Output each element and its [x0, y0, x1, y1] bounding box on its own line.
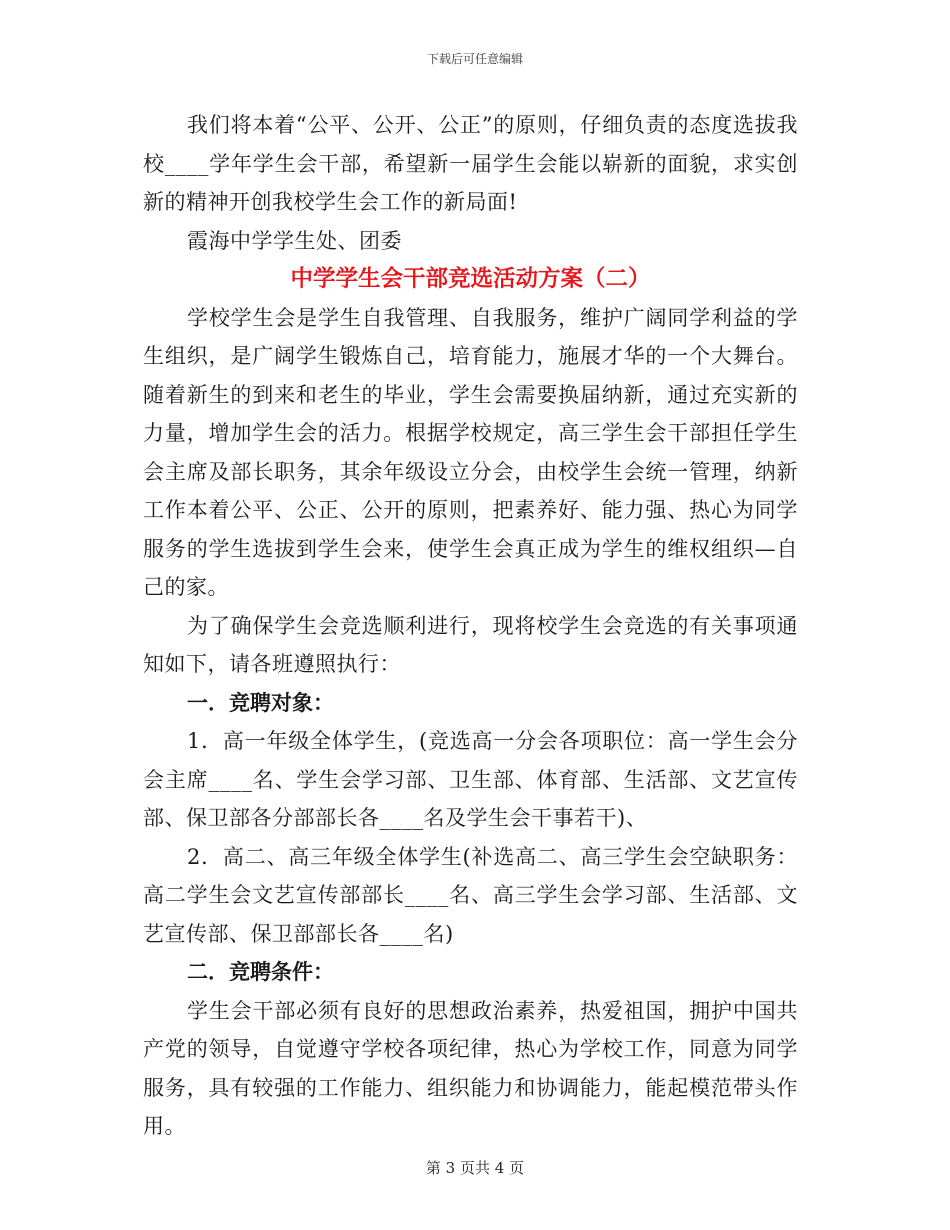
document-title: 中学学生会干部竞选活动方案（二）	[290, 266, 651, 292]
page-number-footer: 第 3 页共 4 页	[425, 1159, 525, 1177]
section-heading-conditions: 二．竞聘条件：	[187, 959, 334, 984]
candidates-item-1: 1．高一年级全体学生，(竞选高一分会各项职位：高一学生会分会主席____名、学生会学习部、卫生部、体育部、生活部、文艺宣传部、保卫部各分部部长各____名及学生会干事若干)、	[143, 729, 798, 830]
signature-line: 霞海中学学生处、团委	[187, 228, 402, 253]
document-body	[143, 106, 798, 1146]
page-header-note: 下载后可任意编辑	[426, 52, 523, 66]
conditions-paragraph: 学生会干部必须有良好的思想政治素养，热爱祖国，拥护中国共产党的领导，自觉遵守学校各项纪律，热心为学校工作，同意为同学服务，具有较强的工作能力、组织能力和协调能力，能起模范带头作用。	[143, 998, 798, 1138]
candidates-item-2: 2．高二、高三年级全体学生(补选高二、高三学生会空缺职务：高二学生会文艺宣传部部长____名、高三学生会学习部、生活部、文艺宣传部、保卫部部长各____名)	[143, 844, 798, 946]
notice-paragraph: 为了确保学生会竞选顺利进行，现将校学生会竞选的有关事项通知如下，请各班遵照执行：	[143, 613, 798, 676]
intro-paragraph: 我们将本着“公平、公开、公正”的原则，仔细负责的态度选拔我校____学年学生会干部，希望新一届学生会能以崭新的面貌，求实创新的精神开创我校学生会工作的新局面!	[143, 113, 798, 214]
background-paragraph: 学校学生会是学生自我管理、自我服务，维护广阔同学利益的学生组织，是广阔学生锻炼自己，培育能力，施展才华的一个大舞台。随着新生的到来和老生的毕业，学生会需要换届纳新，通过充实新的力量，增加学生会的活力。根据学校规定，高三学生会干部担任学生会主席及部长职务，其余年级设立分会，由校学生会统一管理，纳新工作本着公平、公正、公开的原则，把素养好、能力强、热心为同学服务的学生选拔到学生会来，使学生会真正成为学生的维权组织—自己的家。	[143, 305, 798, 599]
section-heading-candidates: 一．竞聘对象：	[187, 689, 334, 715]
